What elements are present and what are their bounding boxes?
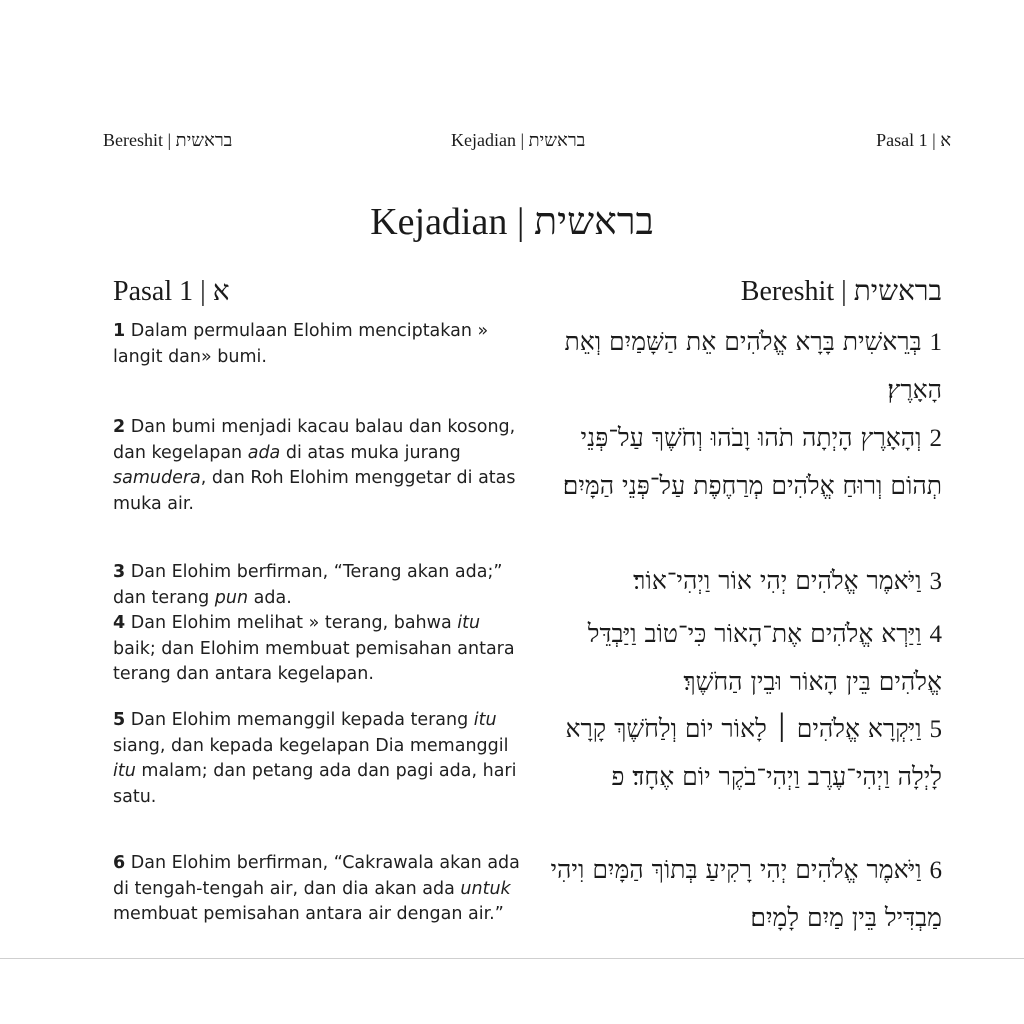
running-head-center: Kejadian | בראשית <box>451 130 586 150</box>
verse-number: 4 <box>929 621 942 648</box>
verse-text: ada. <box>248 587 292 608</box>
verse-italic-word: samudera <box>113 468 201 488</box>
running-head-right: Pasal 1 | א <box>876 130 951 150</box>
verse-text: baik; dan Elohim membuat pemisahan antara terang dan antara kegelapan. <box>113 638 515 684</box>
verse-text: , dan Roh Elohim menggetar di atas muka air. <box>113 468 516 514</box>
verse-text: וַיַּרְא אֱלֹהִים אֶת־הָאוֹר כִּי־טוֹב וַיַּבְדֵּל אֱלֹהִים בֵּין הָאוֹר וּבֵין הַחֹשֶׁךְ׃ <box>587 619 942 696</box>
verse-text: malam; dan petang ada dan pagi ada, hari satu. <box>113 761 517 807</box>
verse-italic-word: ada <box>247 442 281 463</box>
verse-number: 3 <box>929 568 942 595</box>
verse-he-2 <box>542 414 942 509</box>
verse-text: Dan Elohim melihat » terang, bahwa <box>125 613 458 633</box>
verse-number: 2 <box>113 417 126 437</box>
verse-number: 3 <box>113 562 126 582</box>
verse-he-6 <box>542 846 942 941</box>
verse-number: 5 <box>113 710 126 730</box>
verse-text: Dan Elohim berfirman, “Cakrawala akan ada di tengah-tengah air, dan dia akan ada <box>113 853 520 899</box>
verse-he-1 <box>542 318 942 413</box>
verse-text: Dan Elohim berfirman, “Terang akan ada;” dan terang <box>113 562 503 608</box>
verse-italic-word: itu <box>457 613 481 633</box>
verse-id-2 <box>113 415 523 517</box>
verse-text: Dan Elohim memanggil kepada terang <box>125 710 474 730</box>
book-heading: Bereshit | בראשית <box>740 276 942 307</box>
verse-text: siang, dan kepada kegelapan Dia memanggil <box>113 735 509 756</box>
verse-he-5 <box>542 705 942 800</box>
verse-italic-word: itu <box>473 710 497 730</box>
verse-text: בְּרֵאשִׁית בָּרָא אֱלֹהִים אֵת הַשָּׁמַיִם וְאֵת הָאָרֶץ׃ <box>564 327 942 404</box>
verse-text: וְהָאָרֶץ הָיְתָה תֹהוּ וָבֹהוּ וְחֹשֶׁךְ עַל־פְּנֵי תְהוֹם וְרוּחַ אֱלֹהִים מְרַחֶפֶת עַל־פְּנֵי הַמָּיִם׃ <box>562 423 942 500</box>
verse-id-6 <box>113 851 523 928</box>
verse-text: di atas muka jurang <box>280 442 461 463</box>
verse-number: 1 <box>929 329 942 356</box>
verse-italic-word: pun <box>214 587 249 608</box>
page-bottom-divider <box>0 958 1024 959</box>
verse-text: Dan bumi menjadi kacau balau dan kosong, dan kegelapan <box>113 417 516 463</box>
verse-text: וַיֹּאמֶר אֱלֹהִים יְהִי רָקִיעַ בְּתוֹךְ הַמָּיִם וִיהִי מַבְדִּיל בֵּין מַיִם לָמָיִם׃ <box>550 855 942 932</box>
verse-text: וַיִּקְרָא אֱלֹהִים ׀ לָאוֹר יוֹם וְלַחֹשֶׁךְ קָרָא לָיְלָה וַיְהִי־עֶרֶב וַיְהִי־בֹקֶר יוֹם אֶחָד׃ פ <box>565 714 942 791</box>
verse-id-3 <box>113 560 523 611</box>
verse-italic-word: itu <box>113 761 136 781</box>
verse-he-3 <box>542 557 942 605</box>
verse-text: Dalam permulaan Elohim menciptakan » langit dan» bumi. <box>113 321 489 367</box>
chapter-heading: Pasal 1 | א <box>113 276 230 307</box>
verse-id-1 <box>113 319 523 370</box>
verse-text: וַיֹּאמֶר אֱלֹהִים יְהִי אוֹר וַיְהִי־אוֹר׃ <box>633 566 922 595</box>
verse-he-4 <box>542 610 942 705</box>
verse-number: 6 <box>929 857 942 884</box>
running-head <box>103 130 951 154</box>
verse-number: 5 <box>929 716 942 743</box>
verse-number: 2 <box>929 425 942 452</box>
verse-number: 4 <box>113 613 126 633</box>
verse-id-4 <box>113 611 523 688</box>
verse-number: 6 <box>113 853 126 873</box>
verse-text: membuat pemisahan antara air dengan air.” <box>113 904 504 924</box>
verse-italic-word: untuk <box>460 878 511 899</box>
verse-number: 1 <box>113 321 126 341</box>
running-head-left: Bereshit | בראשית <box>103 130 233 150</box>
page-title: Kejadian | בראשית <box>370 201 654 243</box>
verse-id-5 <box>113 708 523 810</box>
